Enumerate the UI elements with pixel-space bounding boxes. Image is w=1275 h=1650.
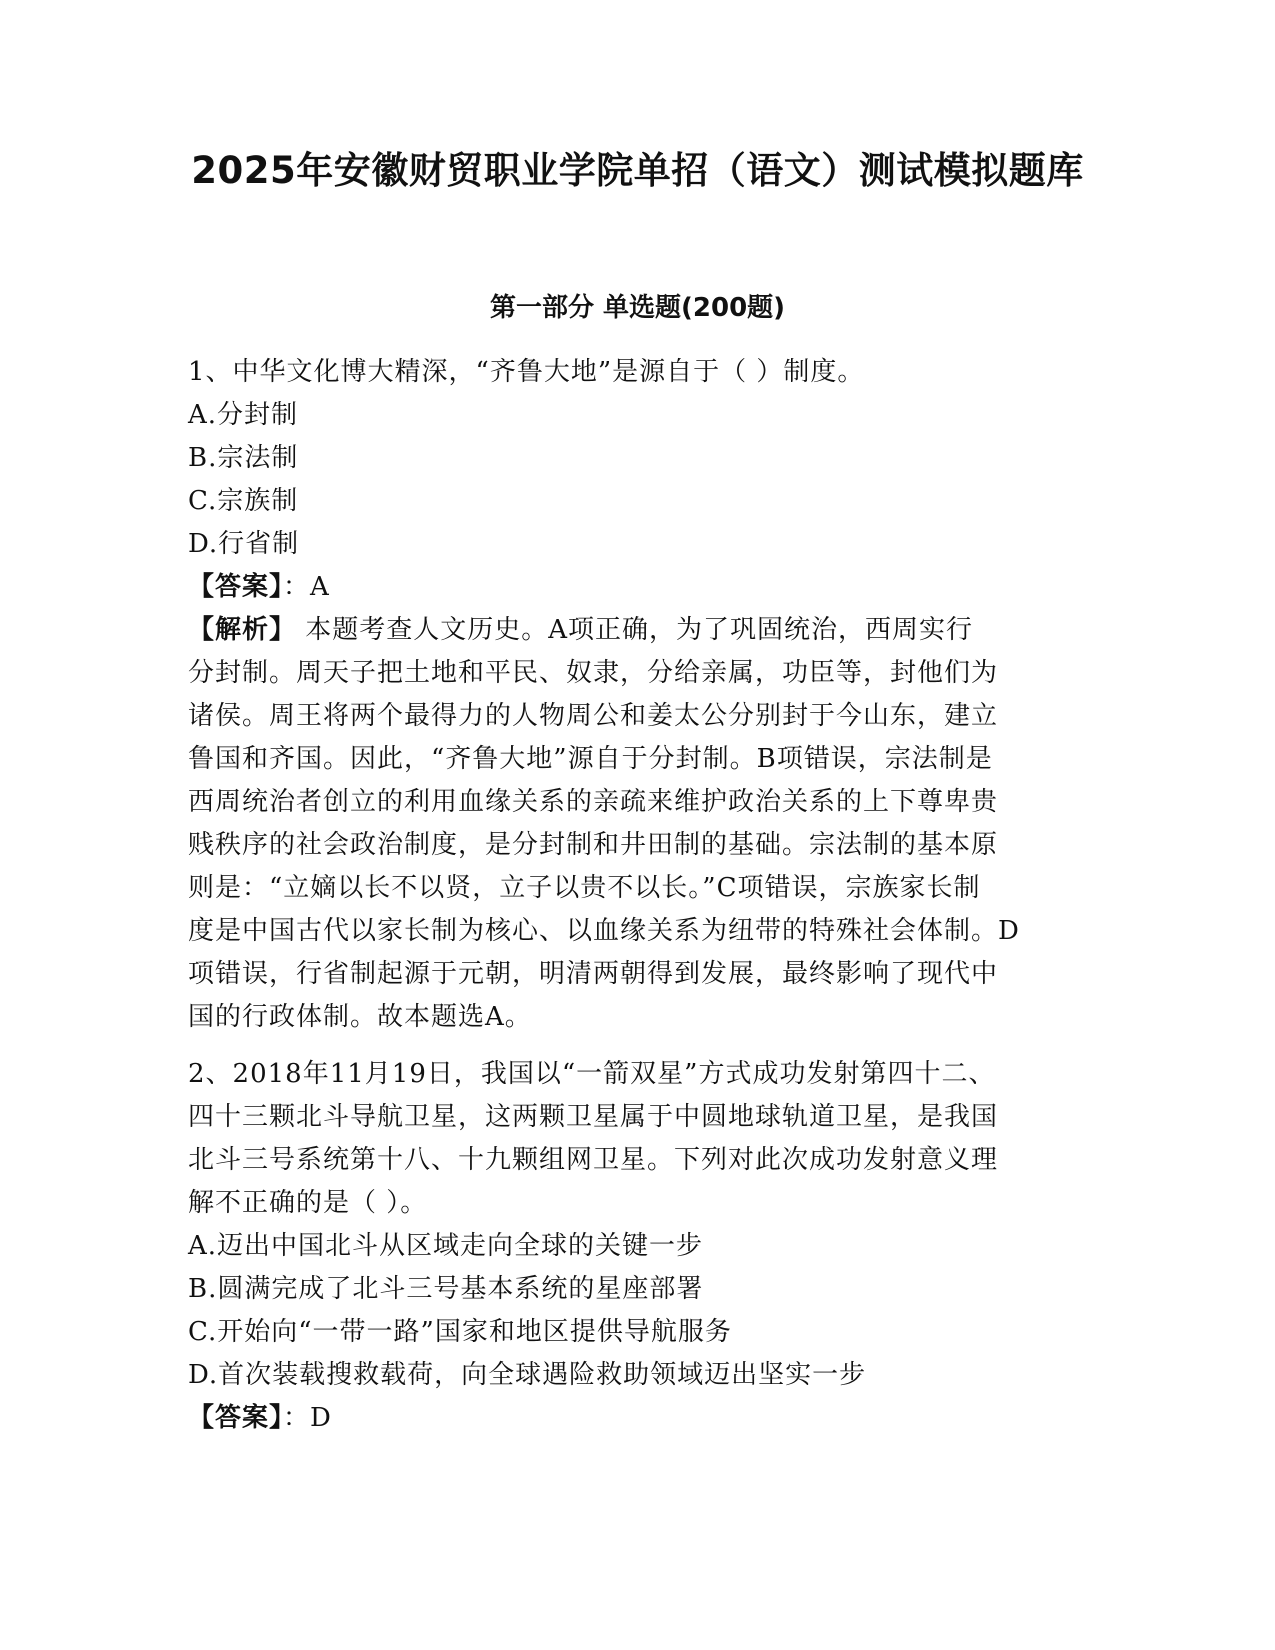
- option-a: A.分封制: [188, 400, 299, 430]
- document-title: 2025年安徽财贸职业学院单招（语文）测试模拟题库: [191, 149, 1084, 192]
- analysis-line: 鲁国和齐国。因此，“齐鲁大地”源自于分封制。B项错误，宗法制是: [188, 744, 993, 774]
- option-c: C.宗族制: [188, 486, 299, 516]
- question-stem: 四十三颗北斗导航卫星，这两颗卫星属于中圆地球轨道卫星，是我国: [188, 1102, 999, 1132]
- option-d: D.首次装载搜救载荷，向全球遇险救助领域迈出坚实一步: [188, 1360, 867, 1390]
- analysis-line: 贱秩序的社会政治制度，是分封制和井田制的基础。宗法制的基本原: [188, 830, 999, 860]
- analysis-line: 则是：“立嫡以长不以贤，立子以贵不以长。”C项错误，宗族家长制: [188, 873, 981, 903]
- section-title: 第一部分 单选题(200题): [489, 293, 786, 323]
- analysis-line: 项错误，行省制起源于元朝，明清两朝得到发展，最终影响了现代中: [188, 959, 999, 989]
- answer-line: [188, 566, 1083, 609]
- answer-line: [188, 1397, 1083, 1440]
- analysis-line: 分封制。周天子把土地和平民、奴隶，分给亲属，功臣等，封他们为: [188, 658, 999, 688]
- question-stem: 北斗三号系统第十八、十九颗组网卫星。下列对此次成功发射意义理: [188, 1145, 999, 1175]
- analysis-line: [188, 609, 1083, 652]
- question-stem: 2、2018年11月19日，我国以“一箭双星”方式成功发射第四十二、: [188, 1059, 996, 1089]
- analysis-line: 诸侯。周王将两个最得力的人物周公和姜太公分别封于今山东，建立: [188, 701, 999, 731]
- analysis-text: 本题考查人文历史。A项正确，为了巩固统治，西周实行: [296, 615, 974, 645]
- question-list: [188, 351, 1083, 1440]
- option-a: A.迈出中国北斗从区域走向全球的关键一步: [188, 1231, 704, 1261]
- option-b: B.圆满完成了北斗三号基本系统的星座部署: [188, 1274, 704, 1304]
- question-stem: 1、中华文化博大精深，“齐鲁大地”是源自于（ ）制度。: [188, 357, 865, 387]
- analysis-line: 国的行政体制。故本题选A。: [188, 1002, 532, 1032]
- question-1: [188, 351, 1083, 1039]
- analysis-block: [188, 609, 1083, 1039]
- answer-value: ：D: [283, 1403, 332, 1433]
- analysis-line: 度是中国古代以家长制为核心、以血缘关系为纽带的特殊社会体制。D: [188, 916, 1020, 946]
- option-b: B.宗法制: [188, 443, 299, 473]
- analysis-label: 【解析】: [188, 615, 297, 645]
- analysis-line: 西周统治者创立的利用血缘关系的亲疏来维护政治关系的上下尊卑贵: [188, 787, 999, 817]
- question-stem: 解不正确的是（ ）。: [188, 1188, 428, 1218]
- option-c: C.开始向“一带一路”国家和地区提供导航服务: [188, 1317, 732, 1347]
- question-2: [188, 1053, 1083, 1440]
- answer-label: 【答案】: [188, 1403, 284, 1433]
- answer-value: ：A: [283, 572, 330, 602]
- answer-label: 【答案】: [188, 572, 284, 602]
- option-d: D.行省制: [188, 529, 300, 559]
- question-spacer: [188, 1039, 1083, 1053]
